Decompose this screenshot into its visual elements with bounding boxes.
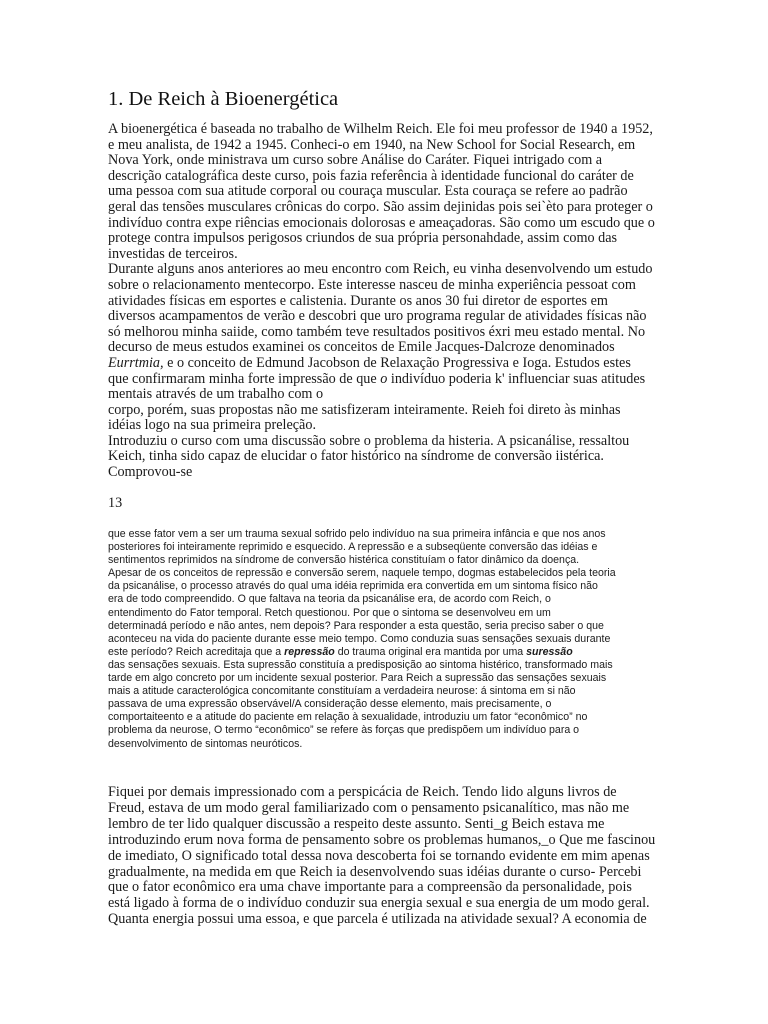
text-line: aconteceu na vida do paciente durante esse meio tempo. Como conduzia suas sensações sexuais durante [108, 632, 611, 645]
text-line: posteriores foi inteiramente reprimido e esquecido. A repressão e a subseqüente conversão das idéias e [108, 541, 598, 554]
text-line: A bioenergética é baseada no trabalho de Wilhelm Reich. Ele foi meu professor de 1940 a 1952, [108, 121, 653, 137]
text-line: decurso de meus estudos examinei os conceitos de Emile Jacques-Dalcroze denominados [108, 339, 615, 356]
text-line: das sensações sexuais. Esta supressão constituía a predisposição ao sintoma histérico, transformado mais [108, 658, 613, 671]
text-line: desenvolvimento de sintomas neuróticos. [108, 737, 303, 750]
text-line: indivíduo contra expe riências emocionais dolorosas e ameaçadoras. São como um escudo que o [108, 214, 655, 231]
text-line: está ligado à forma de o indivíduo conduzir sua energia sexual e sua energia de um modo geral. [108, 895, 650, 912]
text-line: entendimento do Fator temporal. Retch questionou. Por que o sintoma se desenvolveu em um [108, 606, 551, 619]
text-line: Freud, estava de um modo geral familiarizado com o pensamento psicanalítico, mas não me [108, 799, 630, 816]
text-line-eurritmia [108, 356, 668, 372]
text-line: da psicanálise, o processo através do qual uma idéia reprimida era convertida em um sintoma físico não [108, 580, 598, 593]
emphasized-term: suressão [526, 645, 573, 658]
text-line: corpo, porém, suas propostas não me satisfizeram inteiramente. Reieh foi direto às minhas [108, 401, 621, 418]
text-line: lembro de ter lido qualquer discussão a respeito deste assunto. Senti_g Beich estava me [108, 815, 605, 832]
text-line: Fiquei por demais impressionado com a perspicácia de Reich. Tendo lido alguns livros de [108, 784, 617, 800]
text-line: Keich, tinha sido capaz de elucidar o fator histórico na síndrome de conversão iistérica. [108, 448, 604, 465]
text-line: diversos acampamentos de verão e descobri que uro programa regular de atividades físicas não [108, 308, 647, 325]
text-line: só melhorou minha saiide, como também teve resultados positivos éxri meu estado mental. No [108, 323, 646, 340]
text-line: protege contra impulsos perigosos criundos de sua própria personahdade, assim como das [108, 230, 618, 247]
text-line: Durante alguns anos anteriores ao meu encontro com Reich, eu vinha desenvolvendo um estudo [108, 261, 653, 278]
text-line: era de todo compreendido. O que faltava na teoria da psicanálise era, de acordo com Reich, o [108, 593, 551, 606]
text-line: idéias logo na sua primeira preleção. [108, 417, 316, 434]
text-line: gradualmente, na medida em que Reich ia desenvolvendo suas idéias durante o curso- Percebi [108, 863, 642, 880]
text-line: comportaiteento e a atitude do paciente em relação à sexualidade, introduziu um fator “econômico” no [108, 711, 588, 724]
section-3-text [108, 785, 668, 928]
text-line: Introduziu o curso com uma discussão sobre o problema da histeria. A psicanálise, ressaltou [108, 432, 630, 449]
text-line: mais a atitude caracterológica concomitante constituíam a verdadeira neurose: á sintoma em si não [108, 685, 576, 698]
text-line: introduzindo erum nova forma de pensamento sobre os problemas humanos,_o Que me fascinou [108, 831, 656, 848]
section-1-text [108, 122, 668, 481]
text-line: que esse fator vem a ser um trauma sexual sofrido pelo indivíduo na sua primeira infância e que nos anos [108, 528, 606, 540]
section-2-text [108, 528, 668, 751]
text-line: uma pessoa com sua atitude corporal ou couraça muscular. Esta couraça se refere ao padrão [108, 183, 628, 200]
text-fragment: do trauma original era mantida por uma [334, 645, 527, 658]
text-line: que o fator econômico era uma chave importante para a compreensão da personalidade, pois [108, 879, 632, 896]
page-number: 13 [108, 495, 123, 511]
text-fragment: indivíduo poderia k' influenciar suas atitudes [387, 370, 646, 387]
text-line: sentimentos reprimidos na síndrome de conversão histérica constituíam o fator dinâmico da doença. [108, 554, 580, 567]
text-line: tarde em algo concreto por um incidente sexual posterior. Para Reich a supressão das sensações sexuais [108, 672, 607, 685]
text-line: de imediato, O significado total dessa nova descoberta foi se tornando evidente em mim apenas [108, 847, 650, 864]
text-line: passava de uma expressão observável/A consideração desse elemento, mais precisamente, o [108, 698, 552, 711]
text-line: geral das tensões musculares crônicas do corpo. São assim dejinidas pois sei`èto para proteger o [108, 198, 653, 215]
text-line: descrição catalográfica deste curso, pois fazia referência à identidade funcional do caráter de [108, 167, 634, 184]
text-line: atividades físicas em esportes e calistenia. Durante os anos 30 fui diretor de esportes em [108, 292, 608, 309]
text-line: Comprovou-se [108, 464, 193, 481]
text-fragment: que confirmaram minha forte impressão de que [108, 370, 381, 387]
chapter-title: 1. De Reich à Bioenergética [108, 88, 339, 110]
text-line: Quanta energia possui uma essoa, e que parcela é utilizada na atividade sexual? A economia de [108, 911, 647, 928]
text-line-repressao [108, 646, 668, 659]
text-line: Nova York, onde ministrava um curso sobre Análise do Caráter. Fiquei intrigado com a [108, 152, 603, 169]
text-line: e meu analista, de 1942 a 1945. Conheci-o em 1940, na New School for Social Research, em [108, 136, 636, 153]
text-line-impressao [108, 372, 668, 388]
italic-term: Eurrtmia, [108, 354, 164, 371]
text-fragment: este período? Reich acreditaja que a [108, 645, 285, 658]
text-line: problema da neurose, O termo “econômico” se refere às forças que predispõem um indivíduo para o [108, 724, 580, 737]
emphasized-term: repressão [284, 645, 335, 658]
text-line: investidas de terceiros. [108, 245, 238, 262]
text-fragment: e o conceito de Edmund Jacobson de Relaxação Progressiva e Ioga. Estudos estes [163, 354, 631, 371]
italic-word: o [380, 370, 388, 387]
text-line: Apesar de os conceitos de repressão e conversão serem, naquele tempo, dogmas estabelecidos pela teoria [108, 567, 616, 580]
text-line: mentais através de um trabalho com o [108, 386, 324, 403]
text-line: determinadá período e não antes, nem depois? Para responder a esta questão, seria preciso saber o que [108, 619, 604, 632]
text-line: sobre o relacionamento mentecorpo. Este interesse nasceu de minha experiência pessoat com [108, 276, 636, 293]
